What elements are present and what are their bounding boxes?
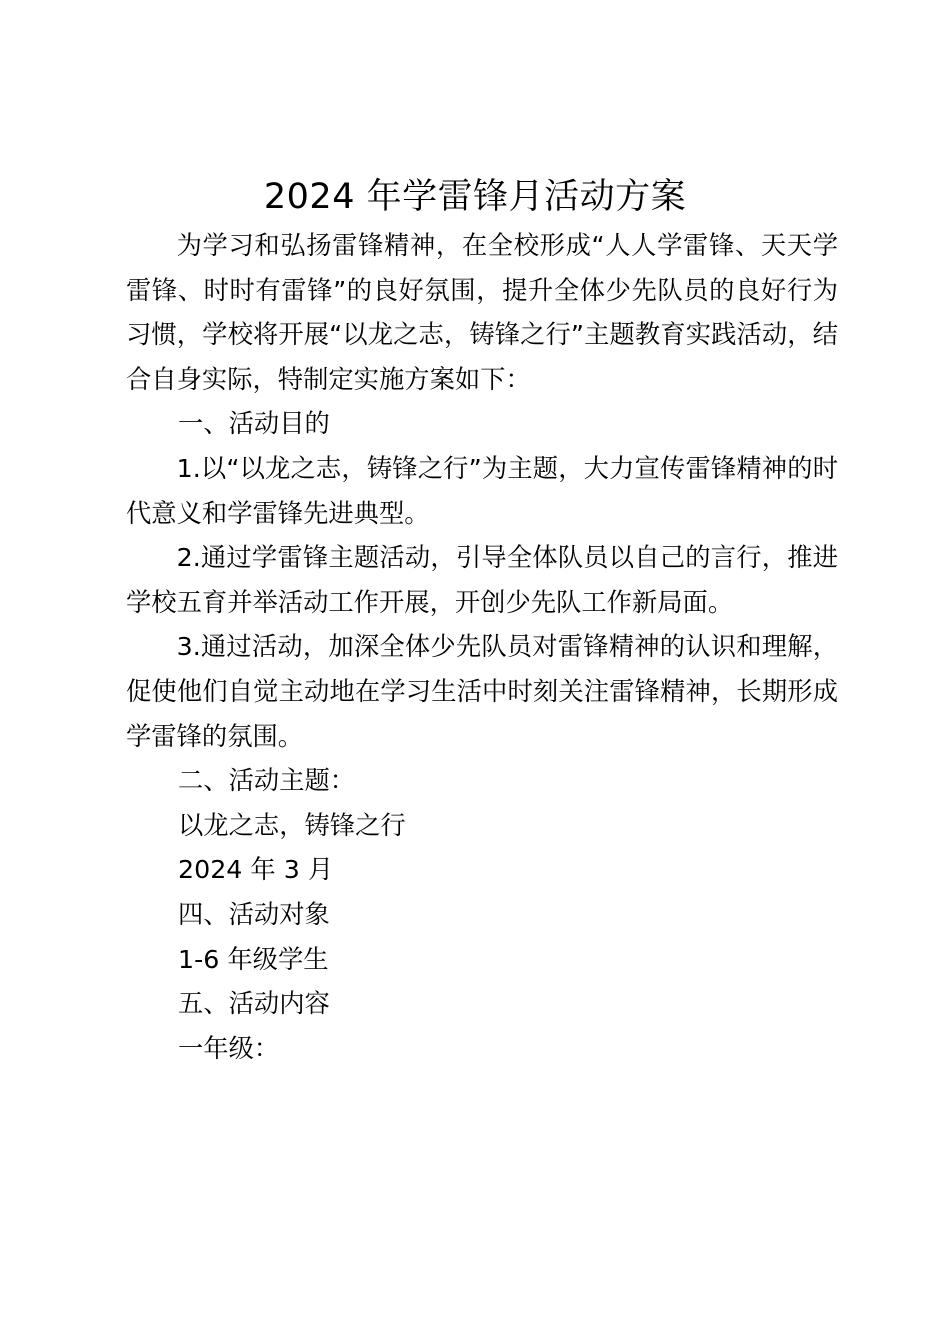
activity-date: 2024 年 3 月	[178, 855, 334, 885]
section-heading-purpose: 一、活动目的	[178, 409, 330, 439]
section-heading-target: 四、活动对象	[178, 899, 330, 929]
document-title: 2024 年学雷锋月活动方案	[263, 177, 687, 217]
section-heading-content: 五、活动内容	[178, 989, 330, 1019]
section-heading-theme: 二、活动主题：	[178, 766, 356, 796]
purpose-item-3: 3.通过活动，加深全体少先队员对雷锋精神的认识和理解，促使他们自觉主动地在学习生活中时刻关注雷锋精神，长期形成学雷锋的氛围。	[126, 632, 838, 751]
document-body	[126, 224, 838, 1071]
target-text: 1-6 年级学生	[178, 944, 329, 974]
grade-1-heading: 一年级：	[178, 1033, 280, 1063]
theme-text: 以龙之志，铸锋之行	[178, 810, 406, 840]
purpose-item-1: 1.以“以龙之志，铸锋之行”为主题，大力宣传雷锋精神的时代意义和学雷锋先进典型。	[126, 453, 838, 528]
purpose-item-2: 2.通过学雷锋主题活动，引导全体队员以自己的言行，推进学校五育并举活动工作开展，开创少先队工作新局面。	[126, 543, 838, 617]
intro-paragraph: 为学习和弘扬雷锋精神，在全校形成“人人学雷锋、天天学雷锋、时时有雷锋”的良好氛围，提升全体少先队员的良好行为习惯，学校将开展“以龙之志，铸锋之行”主题教育实践活动，结合自身实际，特制定实施方案如下：	[126, 231, 838, 394]
